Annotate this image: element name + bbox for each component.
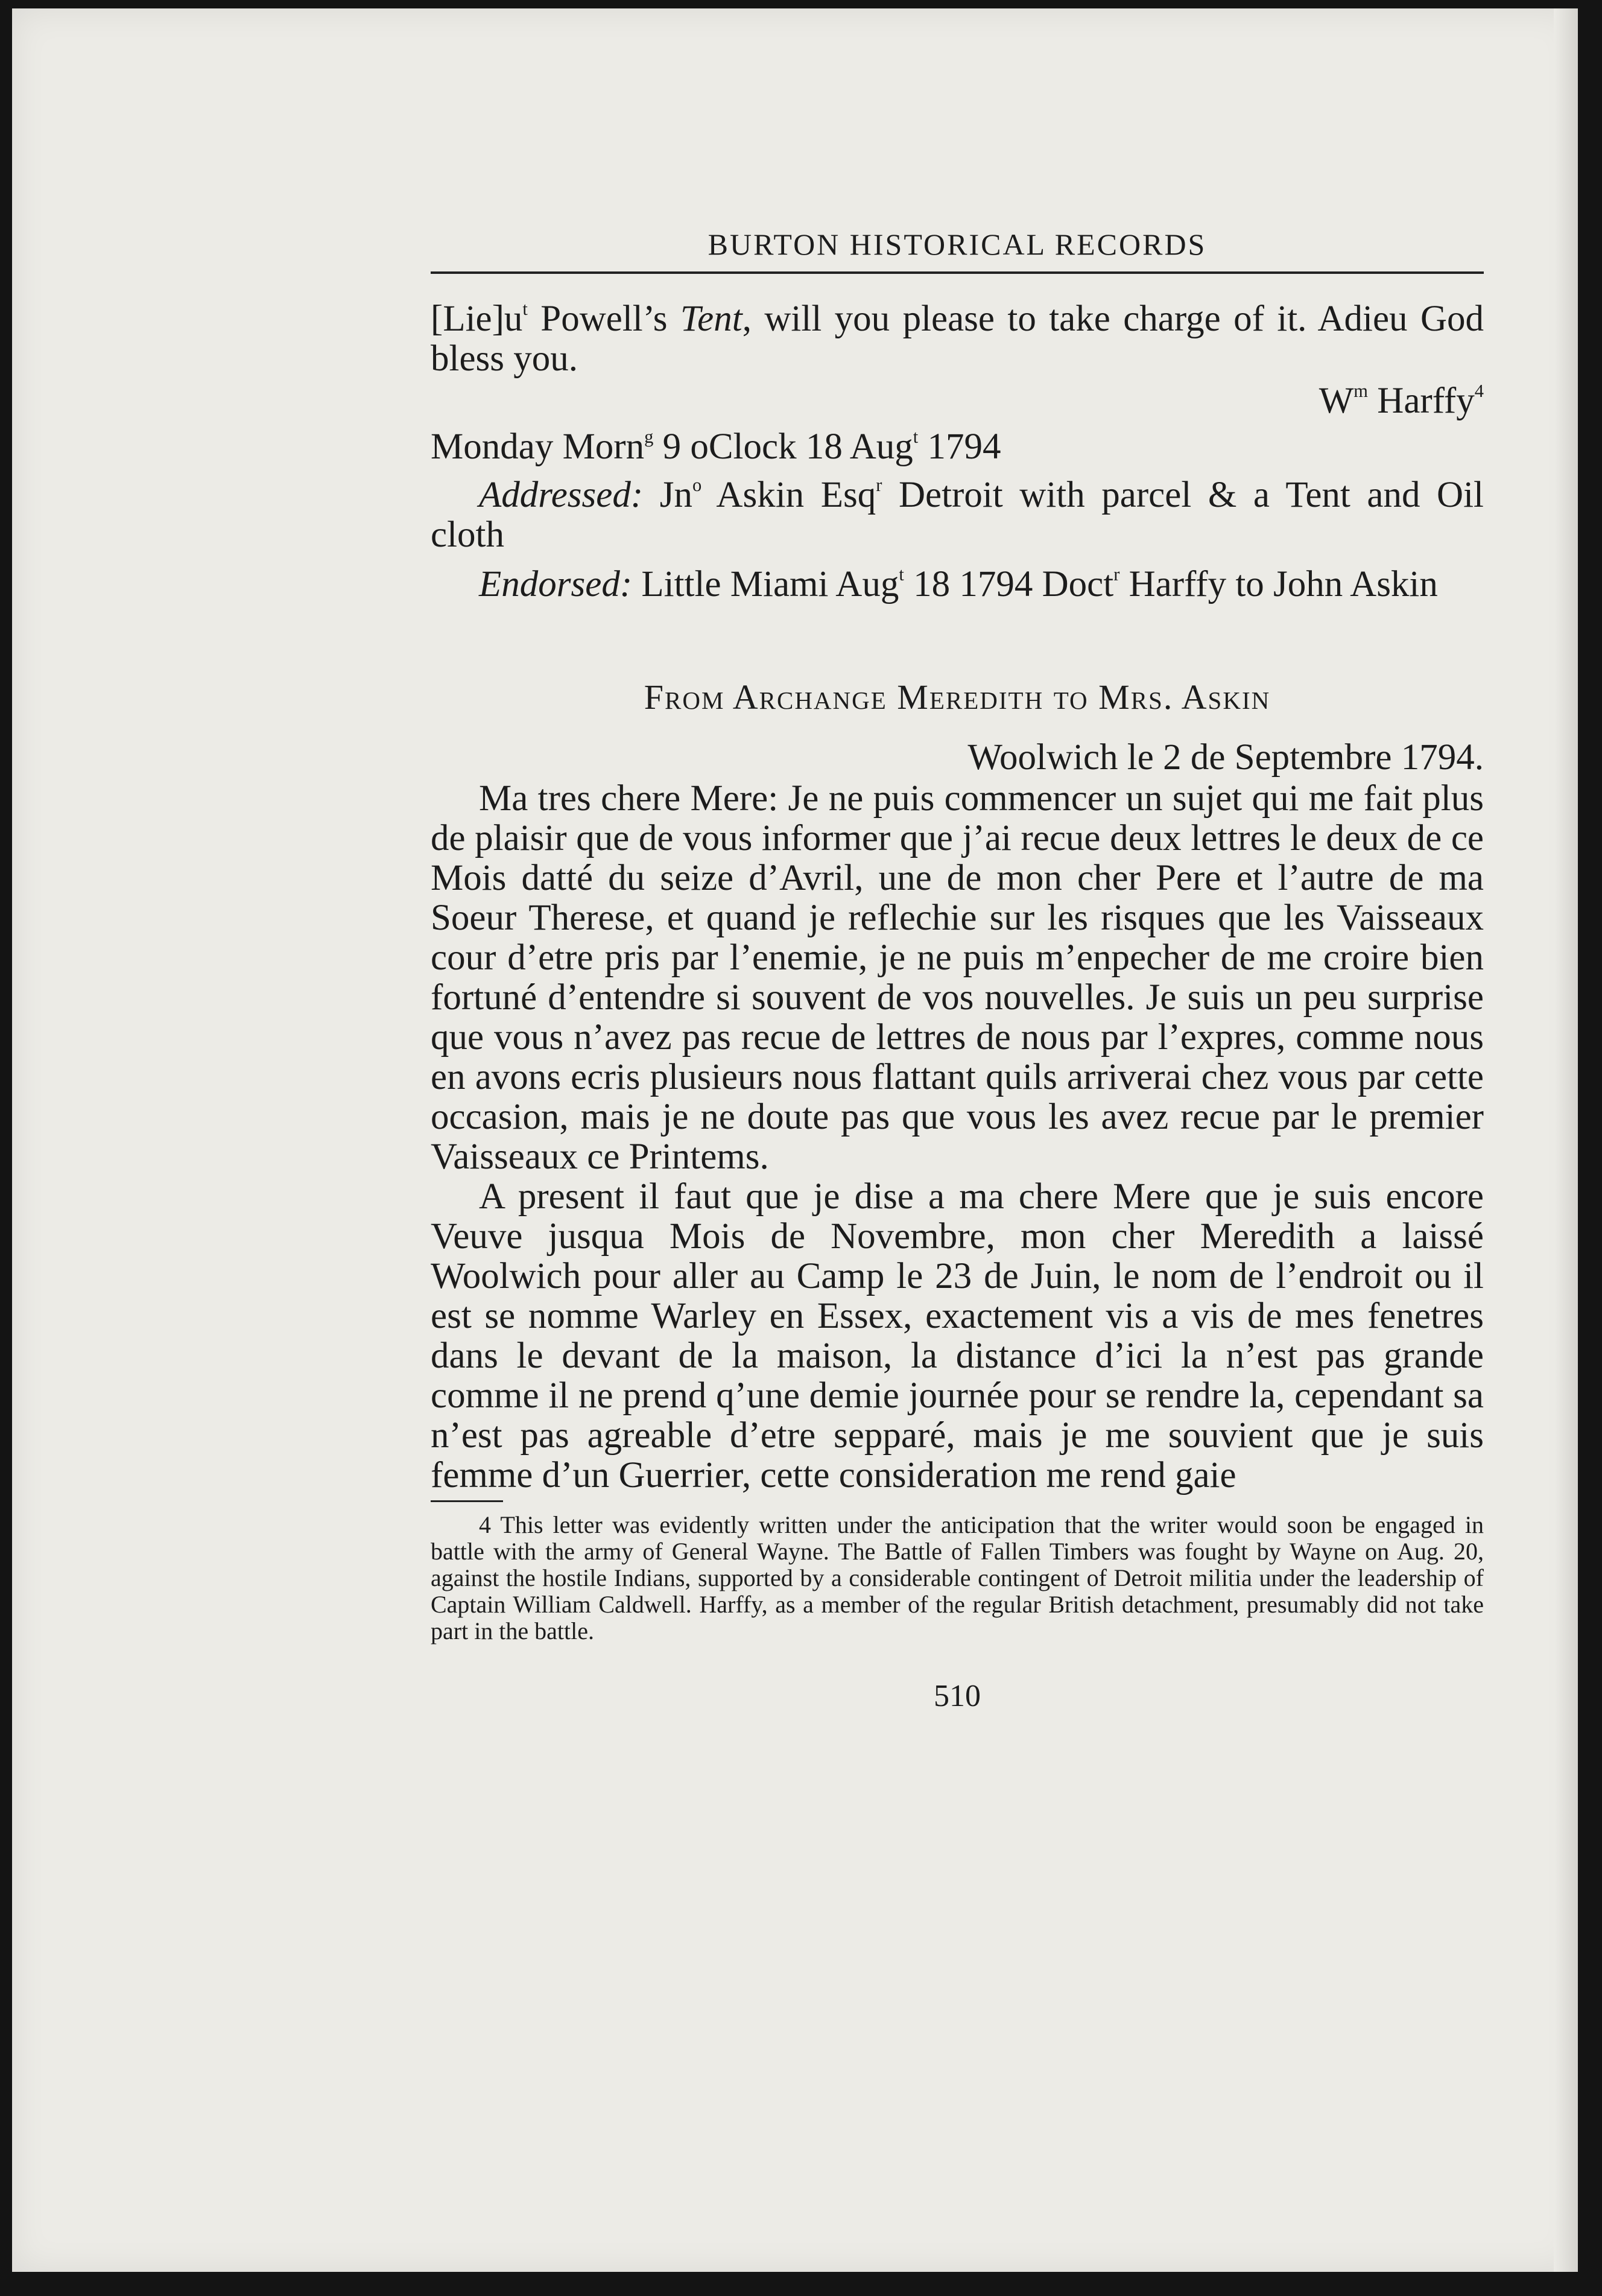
letter1-endorsed: Endorsed: Little Miami Aug$^t$ 18 1794 Doct$^r$ Harffy to John Askin	[479, 564, 1438, 604]
letter1-signature: $W^m$ Harffy$^4$	[1319, 381, 1484, 421]
addressed-label: Addressed:	[479, 475, 644, 515]
page-number: 510	[934, 1679, 981, 1713]
book-page	[12, 8, 1578, 2272]
letter1-closing-line: $[Lie]u^t$ Powell’s Tent, will you please to take charge of it. Adieu God bless you.	[431, 299, 1484, 379]
letter1-dateline: Monday Morn$^g$ 9 oClock 18 Aug$^t$ 1794	[431, 427, 1001, 467]
footnote-number: 4	[479, 1511, 491, 1538]
letter2-place-date: Woolwich le 2 de Septembre 1794.	[967, 737, 1484, 778]
running-head: BURTON HISTORICAL RECORDS	[431, 227, 1484, 274]
letter2-heading: From Archange Meredith to Mrs. Askin	[644, 677, 1271, 717]
footnote-rule	[431, 1500, 503, 1502]
footnote	[431, 1512, 1484, 1644]
letter1-addressed: Addressed: Jn$^o$ Askin Esq$^r$ Detroit with parcel & a Tent and Oil cloth	[431, 475, 1484, 555]
page-edge	[1554, 8, 1578, 2272]
tent-word: Tent	[680, 299, 742, 339]
letter2-paragraph-1: Ma tres chere Mere: Je ne puis commencer un sujet qui me fait plus de plaisir que de vous informer que j’ai recue deux lettres le deux de ce Mois datté du seize d’Avril, une de mon cher Pere et l’autre de ma Soeur Therese, et quand je reflechie sur les risques que les Vaisseaux cour d’etre pris par l’enemie, je ne puis m’enpecher de me croire bien fortuné d’entendre si souvent de vos nouvelles. Je suis un peu surprise que vous n’avez pas recue de lettres de nous par l’expres, comme nous en avons ecris plusieurs nous flattant quils arriverai chez vous par cette occasion, mais je ne doute pas que vous les avez recue par le premier Vaisseaux ce Printems.	[431, 778, 1484, 1177]
letter2-paragraph-2: A present il faut que je dise a ma chere Mere que je suis encore Veuve jusqua Mois de Novembre, mon cher Meredith a laissé Woolwich pour aller au Camp le 23 de Juin, le nom de l’endroit ou il est se nomme Warley en Essex, exactement vis a vis de mes fenetres dans le devant de la maison, la distance d’ici la n’est pas grande comme il ne prend q’une demie journée pour se rendre la, cependant sa n’est pas agreable d’etre sepparé, mais je me souvient que je suis femme d’un Guerrier, cette consideration me rend gaie	[431, 1176, 1484, 1495]
footnote-text: This letter was evidently written under the anticipation that the writer would soon be engaged in battle with the army of General Wayne. The Battle of Fallen Timbers was fought by Wayne on Aug. 20, against the hostile Indians, supported by a considerable contingent of Detroit militia under the leadership of Captain William Caldwell. Harffy, as a member of the regular British detachment, presumably did not take part in the battle.	[431, 1511, 1484, 1644]
footnote-reference: 4	[1474, 381, 1484, 402]
endorsed-label: Endorsed:	[479, 564, 633, 604]
text-block	[431, 227, 1484, 1714]
